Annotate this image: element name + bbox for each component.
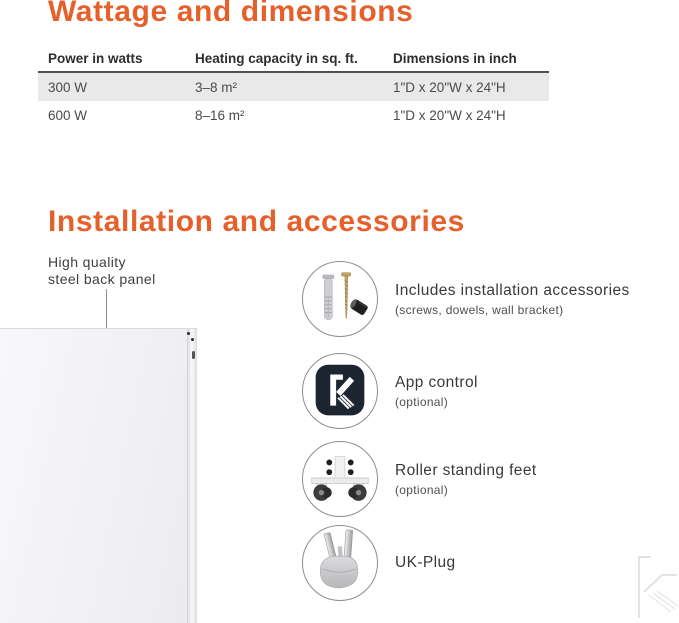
list-item-installation-accessories xyxy=(302,261,630,337)
accessory-note: (optional) xyxy=(395,482,449,497)
panel-side-edge xyxy=(187,329,197,623)
power-value: 300 W xyxy=(48,79,88,95)
accessory-note: (optional) xyxy=(395,394,449,409)
installation-section-title: Installation and accessories xyxy=(48,205,465,238)
accessories-list xyxy=(302,261,630,601)
heater-panel-image xyxy=(0,328,197,623)
dimensions-value: 1"D x 20"W x 24"H xyxy=(393,79,506,95)
screws-dowels-icon xyxy=(302,261,378,337)
capacity-value: 8–16 m² xyxy=(195,107,245,123)
panel-screw-dot xyxy=(191,338,194,341)
list-item-text xyxy=(395,282,630,317)
col-header-power: Power in watts xyxy=(48,50,143,66)
roller-feet-icon xyxy=(302,441,378,517)
accessory-note: (screws, dowels, wall bracket) xyxy=(395,302,564,317)
app-logo-icon xyxy=(302,353,378,429)
list-item-uk-plug xyxy=(302,525,630,601)
list-item-text xyxy=(395,554,456,572)
panel-screw-dot xyxy=(187,332,190,335)
table-row xyxy=(38,101,549,129)
wattage-section-title: Wattage and dimensions xyxy=(48,0,414,28)
list-item-text xyxy=(395,462,537,497)
col-header-dimensions: Dimensions in inch xyxy=(393,50,517,66)
panel-callout-line2: steel back panel xyxy=(48,271,156,287)
panel-bracket-mark xyxy=(192,351,195,359)
panel-callout-label xyxy=(48,254,156,288)
spec-table xyxy=(38,45,549,129)
panel-callout-line1: High quality xyxy=(48,254,126,270)
power-value: 600 W xyxy=(48,107,88,123)
dimensions-value: 1"D x 20"W x 24"H xyxy=(393,107,506,123)
list-item-app-control xyxy=(302,353,630,429)
spec-table-header-row xyxy=(38,45,549,73)
accessory-label: Roller standing feet xyxy=(395,461,537,479)
uk-plug-icon xyxy=(302,525,378,601)
accessory-label: UK-Plug xyxy=(395,554,456,571)
list-item-text xyxy=(395,374,478,409)
col-header-capacity: Heating capacity in sq. ft. xyxy=(195,50,358,66)
table-row xyxy=(38,73,549,101)
brand-k-watermark-icon xyxy=(626,548,679,622)
capacity-value: 3–8 m² xyxy=(195,79,238,95)
list-item-roller-feet xyxy=(302,441,630,517)
callout-leader-line xyxy=(106,289,107,328)
accessory-label: Includes installation accessories xyxy=(395,281,630,299)
accessory-label: App control xyxy=(395,373,478,391)
